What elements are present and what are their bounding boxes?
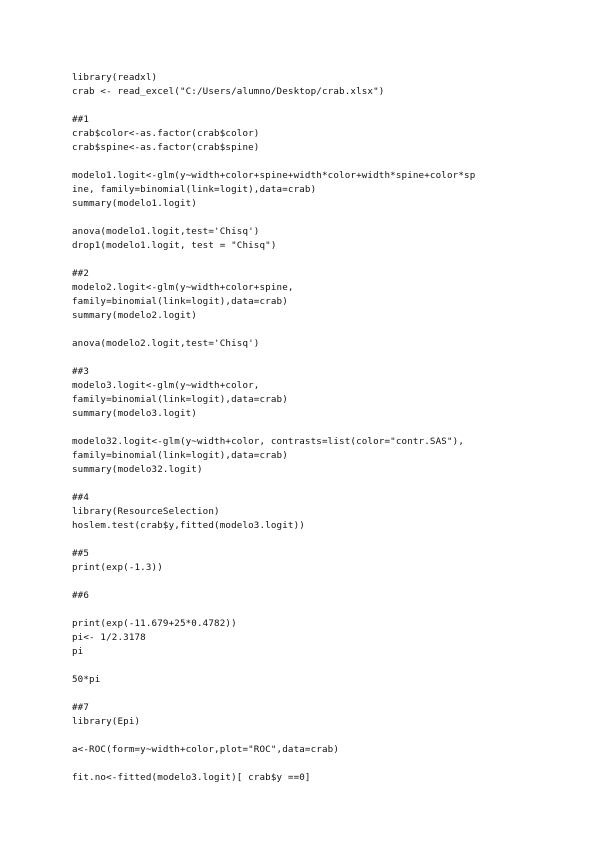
code-line: crab$color<-as.factor(crab$color): [72, 128, 260, 139]
code-line: family=binomial(link=logit),data=crab): [72, 450, 288, 461]
code-block: [72, 71, 572, 785]
blank-line: [72, 757, 572, 771]
code-line: modelo3.logit<-glm(y~width+color,: [72, 380, 260, 391]
code-line: print(exp(-1.3)): [72, 562, 163, 573]
code-line: ##2: [72, 268, 90, 279]
code-line: summary(modelo1.logit): [72, 198, 197, 209]
blank-line: [72, 253, 572, 267]
blank-line: [72, 351, 572, 365]
code-line: ##3: [72, 366, 90, 377]
code-line: ##5: [72, 548, 90, 559]
code-line: hoslem.test(crab$y,fitted(modelo3.logit)): [72, 520, 305, 531]
code-line: 50*pi: [72, 674, 101, 685]
code-line: pi: [72, 646, 84, 657]
code-line: summary(modelo3.logit): [72, 408, 197, 419]
blank-line: [72, 211, 572, 225]
code-line: crab <- read_excel("C:/Users/alumno/Desktop/crab.xlsx"): [72, 86, 385, 97]
code-line: library(readxl): [72, 72, 158, 83]
blank-line: [72, 659, 572, 673]
blank-line: [72, 421, 572, 435]
blank-line: [72, 575, 572, 589]
code-line: ine, family=binomial(link=logit),data=crab): [72, 184, 317, 195]
code-line: ##6: [72, 590, 90, 601]
blank-line: [72, 477, 572, 491]
code-line: family=binomial(link=logit),data=crab): [72, 296, 288, 307]
code-line: pi<- 1/2.3178: [72, 632, 146, 643]
code-line: ##4: [72, 492, 90, 503]
code-line: modelo1.logit<-glm(y~width+color+spine+width*color+width*spine+color*sp: [72, 170, 476, 181]
blank-line: [72, 533, 572, 547]
code-line: anova(modelo1.logit,test='Chisq'): [72, 226, 260, 237]
blank-line: [72, 603, 572, 617]
code-line: ##1: [72, 114, 90, 125]
code-line: family=binomial(link=logit),data=crab): [72, 394, 288, 405]
code-line: drop1(modelo1.logit, test = "Chisq"): [72, 240, 277, 251]
code-line: crab$spine<-as.factor(crab$spine): [72, 142, 260, 153]
blank-line: [72, 323, 572, 337]
code-line: summary(modelo2.logit): [72, 310, 197, 321]
code-line: print(exp(-11.679+25*0.4782)): [72, 618, 237, 629]
code-line: library(Epi): [72, 716, 141, 727]
code-line: fit.no<-fitted(modelo3.logit)[ crab$y ==0]: [72, 772, 311, 783]
blank-line: [72, 729, 572, 743]
code-line: a<-ROC(form=y~width+color,plot="ROC",data=crab): [72, 744, 340, 755]
code-line: ##7: [72, 702, 90, 713]
code-line: modelo2.logit<-glm(y~width+color+spine,: [72, 282, 294, 293]
blank-line: [72, 687, 572, 701]
blank-line: [72, 155, 572, 169]
code-line: library(ResourceSelection): [72, 506, 220, 517]
code-line: modelo32.logit<-glm(y~width+color, contrasts=list(color="contr.SAS"),: [72, 436, 465, 447]
code-line: summary(modelo32.logit): [72, 464, 203, 475]
code-line: anova(modelo2.logit,test='Chisq'): [72, 338, 260, 349]
blank-line: [72, 99, 572, 113]
